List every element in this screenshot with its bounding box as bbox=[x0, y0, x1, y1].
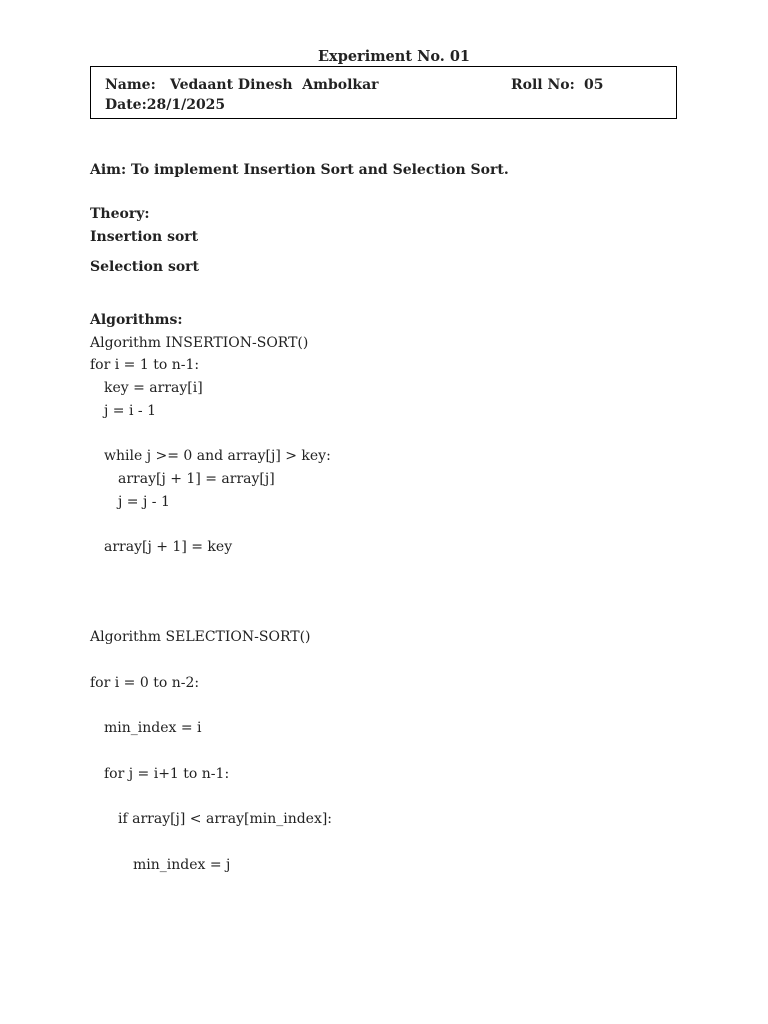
roll-value: 05 bbox=[584, 77, 604, 93]
code-line: j = i - 1 bbox=[104, 403, 156, 419]
code-line: min_index = i bbox=[104, 720, 202, 736]
code-line: while j >= 0 and array[j] > key: bbox=[104, 448, 331, 464]
code-line: for i = 1 to n-1: bbox=[90, 357, 200, 373]
theory-item-selection: Selection sort bbox=[90, 259, 200, 275]
insertion-algorithm-title: Algorithm INSERTION-SORT() bbox=[90, 335, 309, 351]
theory-heading: Theory: bbox=[90, 206, 150, 222]
code-line: j = j - 1 bbox=[118, 494, 170, 510]
student-info-box bbox=[90, 66, 677, 119]
code-line: array[j + 1] = key bbox=[104, 539, 233, 555]
selection-algorithm-title: Algorithm SELECTION-SORT() bbox=[90, 629, 311, 645]
code-line: min_index = j bbox=[133, 857, 231, 873]
code-line: key = array[i] bbox=[104, 380, 203, 396]
name-value: Vedaant Dinesh Ambolkar bbox=[170, 77, 379, 93]
aim-text: Aim: To implement Insertion Sort and Selection Sort. bbox=[90, 162, 509, 178]
roll-label: Roll No: bbox=[511, 77, 575, 93]
code-line: for j = i+1 to n-1: bbox=[104, 766, 230, 782]
theory-item-insertion: Insertion sort bbox=[90, 229, 199, 245]
code-line: if array[j] < array[min_index]: bbox=[118, 811, 333, 827]
experiment-title: Experiment No. 01 bbox=[318, 48, 471, 65]
code-line: array[j + 1] = array[j] bbox=[118, 471, 275, 487]
code-line: for i = 0 to n-2: bbox=[90, 675, 200, 691]
algorithms-heading: Algorithms: bbox=[90, 312, 183, 328]
date-text: Date:28/1/2025 bbox=[105, 97, 226, 113]
name-label: Name: bbox=[105, 77, 156, 93]
